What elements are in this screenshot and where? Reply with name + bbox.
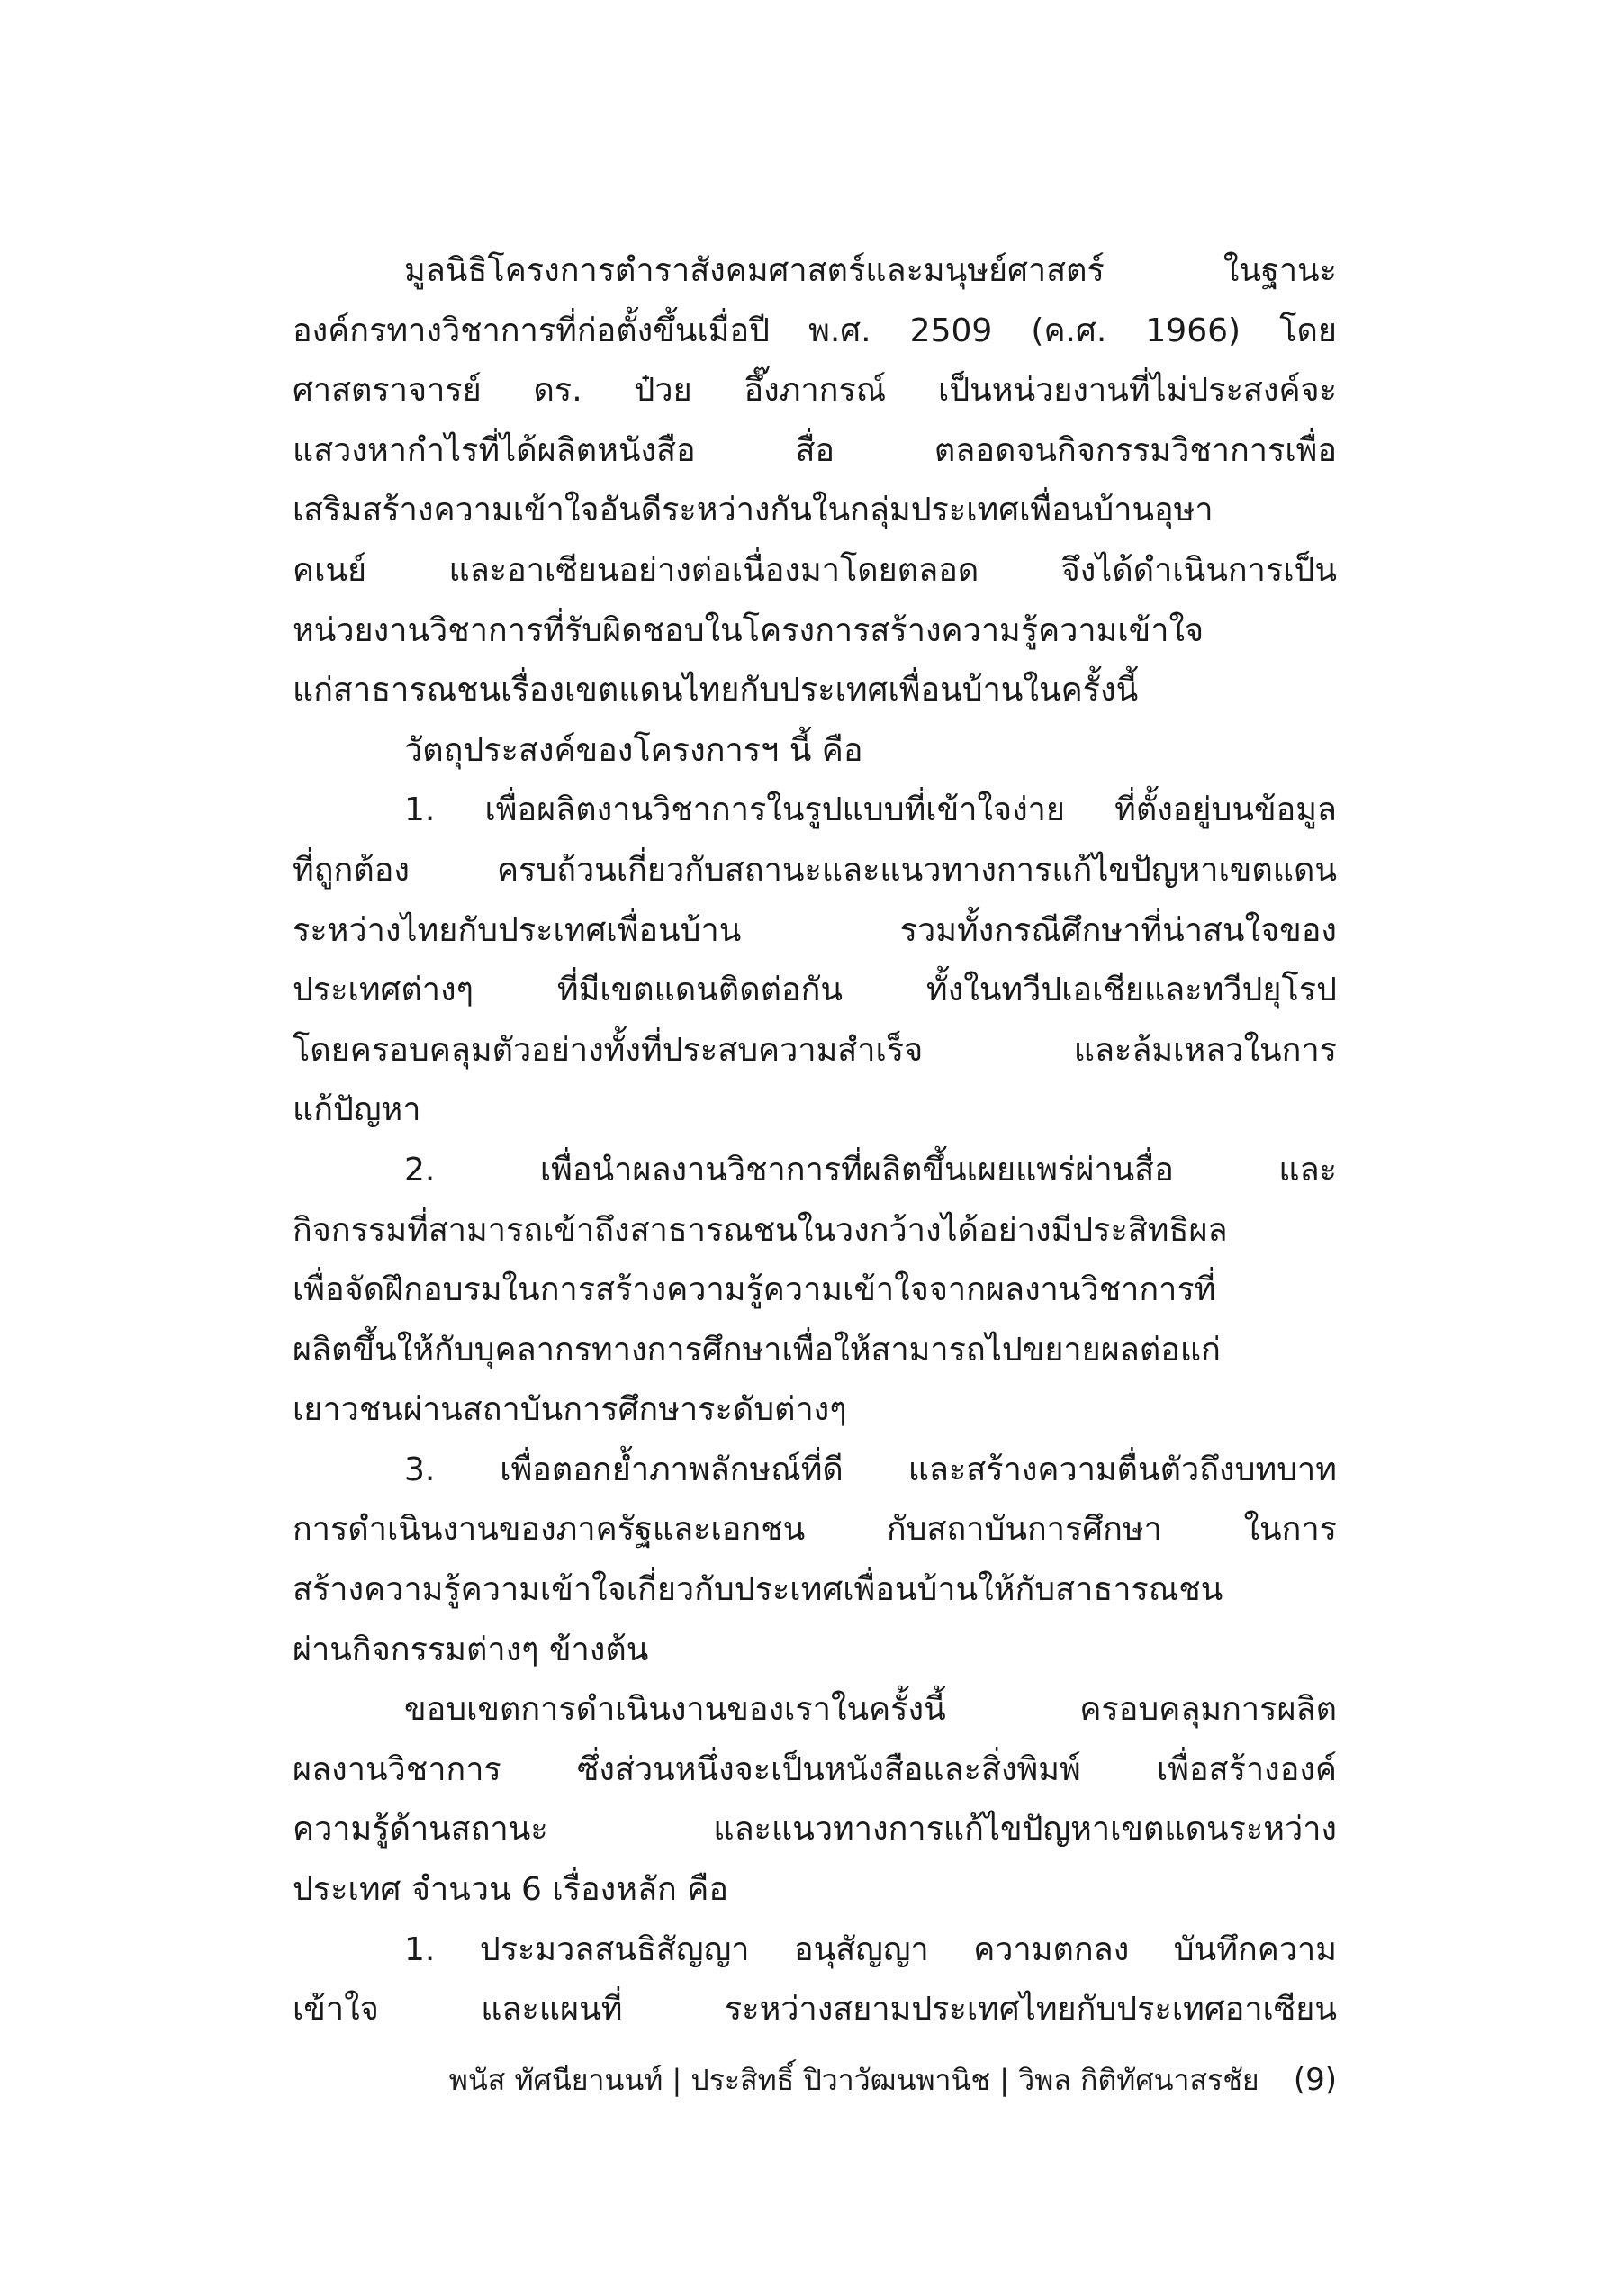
paragraph-line: โดยครอบคลุมตัวอย่างทั้งที่ประสบความสำเร็จ และล้มเหลวในการ [293,1031,1337,1069]
paragraph-line: สร้างความรู้ความเข้าใจเกี่ยวกับประเทศเพื่อนบ้านให้กับสาธารณชน [293,1571,1223,1609]
paragraph-line: 1. เพื่อผลิตงานวิชาการในรูปแบบที่เข้าใจง่าย ที่ตั้งอยู่บนข้อมูล [404,791,1337,829]
paragraph-line: ผลงานวิชาการ ซึ่งส่วนหนึ่งจะเป็นหนังสือและสิ่งพิมพ์ เพื่อสร้างองค์ [293,1750,1337,1788]
paragraph-line: เพื่อจัดฝึกอบรมในการสร้างความรู้ความเข้าใจจากผลงานวิชาการที่ [293,1271,1216,1309]
paragraph-line: การดำเนินงานของภาครัฐและเอกชน กับสถาบันการศึกษา ในการ [293,1511,1337,1549]
paragraph-line: กิจกรรมที่สามารถเข้าถึงสาธารณชนในวงกว้างได้อย่างมีประสิทธิผล [293,1211,1228,1249]
paragraph-line: แก้ปัญหา [293,1091,421,1129]
paragraph-line: มูลนิธิโครงการตำราสังคมศาสตร์และมนุษย์ศาสตร์ ในฐานะ [404,252,1337,289]
paragraph-line: วัตถุประสงค์ของโครงการฯ นี้ คือ [404,731,863,769]
paragraph-line: เสริมสร้างความเข้าใจอันดีระหว่างกันในกลุ่มประเทศเพื่อนบ้านอุษา [293,492,1214,529]
footer-authors: พนัส ทัศนียานนท์ | ประสิทธิ์ ปิวาวัฒนพานิช | วิพล กิติทัศนาสรชัย [448,2063,1259,2097]
body-text [293,241,1337,2040]
paragraph-line: คเนย์ และอาเซียนอย่างต่อเนื่องมาโดยตลอด จึงได้ดำเนินการเป็น [293,551,1337,589]
paragraph-line: ความรู้ด้านสถานะ และแนวทางการแก้ไขปัญหาเขตแดนระหว่าง [293,1811,1337,1849]
paragraph-line: ผลิตขึ้นให้กับบุคลากรทางการศึกษาเพื่อให้สามารถไปขยายผลต่อแก่ [293,1331,1221,1369]
paragraph-line: แสวงหากำไรที่ได้ผลิตหนังสือ สื่อ ตลอดจนกิจกรรมวิชาการเพื่อ [293,431,1337,469]
paragraph-line: แก่สาธารณชนเรื่องเขตแดนไทยกับประเทศเพื่อนบ้านในครั้งนี้ [293,672,1139,710]
page-footer [293,2057,1337,2102]
page-number: (9) [1293,2062,1337,2098]
paragraph-line: เข้าใจ และแผนที่ ระหว่างสยามประเทศไทยกับประเทศอาเซียน [293,1991,1337,2029]
paragraph-line: เยาวชนผ่านสถาบันการศึกษาระดับต่างๆ [293,1391,847,1429]
paragraph-line: ผ่านกิจกรรมต่างๆ ข้างต้น [293,1631,649,1668]
paragraph-line: 1. ประมวลสนธิสัญญา อนุสัญญา ความตกลง บันทึกความ [404,1930,1337,1968]
paragraph-line: หน่วยงานวิชาการที่รับผิดชอบในโครงการสร้างความรู้ความเข้าใจ [293,611,1204,649]
paragraph-line: 3. เพื่อตอกย้ำภาพลักษณ์ที่ดี และสร้างความตื่นตัวถึงบทบาท [404,1451,1337,1488]
paragraph-line: ประเทศ จำนวน 6 เรื่องหลัก คือ [293,1871,728,1909]
paragraph-line: องค์กรทางวิชาการที่ก่อตั้งขึ้นเมื่อปี พ.ศ. 2509 (ค.ศ. 1966) โดย [293,312,1337,349]
paragraph-line: 2. เพื่อนำผลงานวิชาการที่ผลิตขึ้นเผยแพร่ผ่านสื่อ และ [404,1151,1337,1189]
paragraph-line: ศาสตราจารย์ ดร. ป๋วย อึ๊งภากรณ์ เป็นหน่วยงานที่ไม่ประสงค์จะ [293,372,1337,410]
paragraph-line: ขอบเขตการดำเนินงานของเราในครั้งนี้ ครอบคลุมการผลิต [404,1691,1337,1729]
paragraph-line: ที่ถูกต้อง ครบถ้วนเกี่ยวกับสถานะและแนวทางการแก้ไขปัญหาเขตแดน [293,851,1337,889]
paragraph-line: ประเทศต่างๆ ที่มีเขตแดนติดต่อกัน ทั้งในทวีปเอเชียและทวีปยุโรป [293,972,1337,1009]
paragraph-line: ระหว่างไทยกับประเทศเพื่อนบ้าน รวมทั้งกรณีศึกษาที่น่าสนใจของ [293,911,1337,949]
